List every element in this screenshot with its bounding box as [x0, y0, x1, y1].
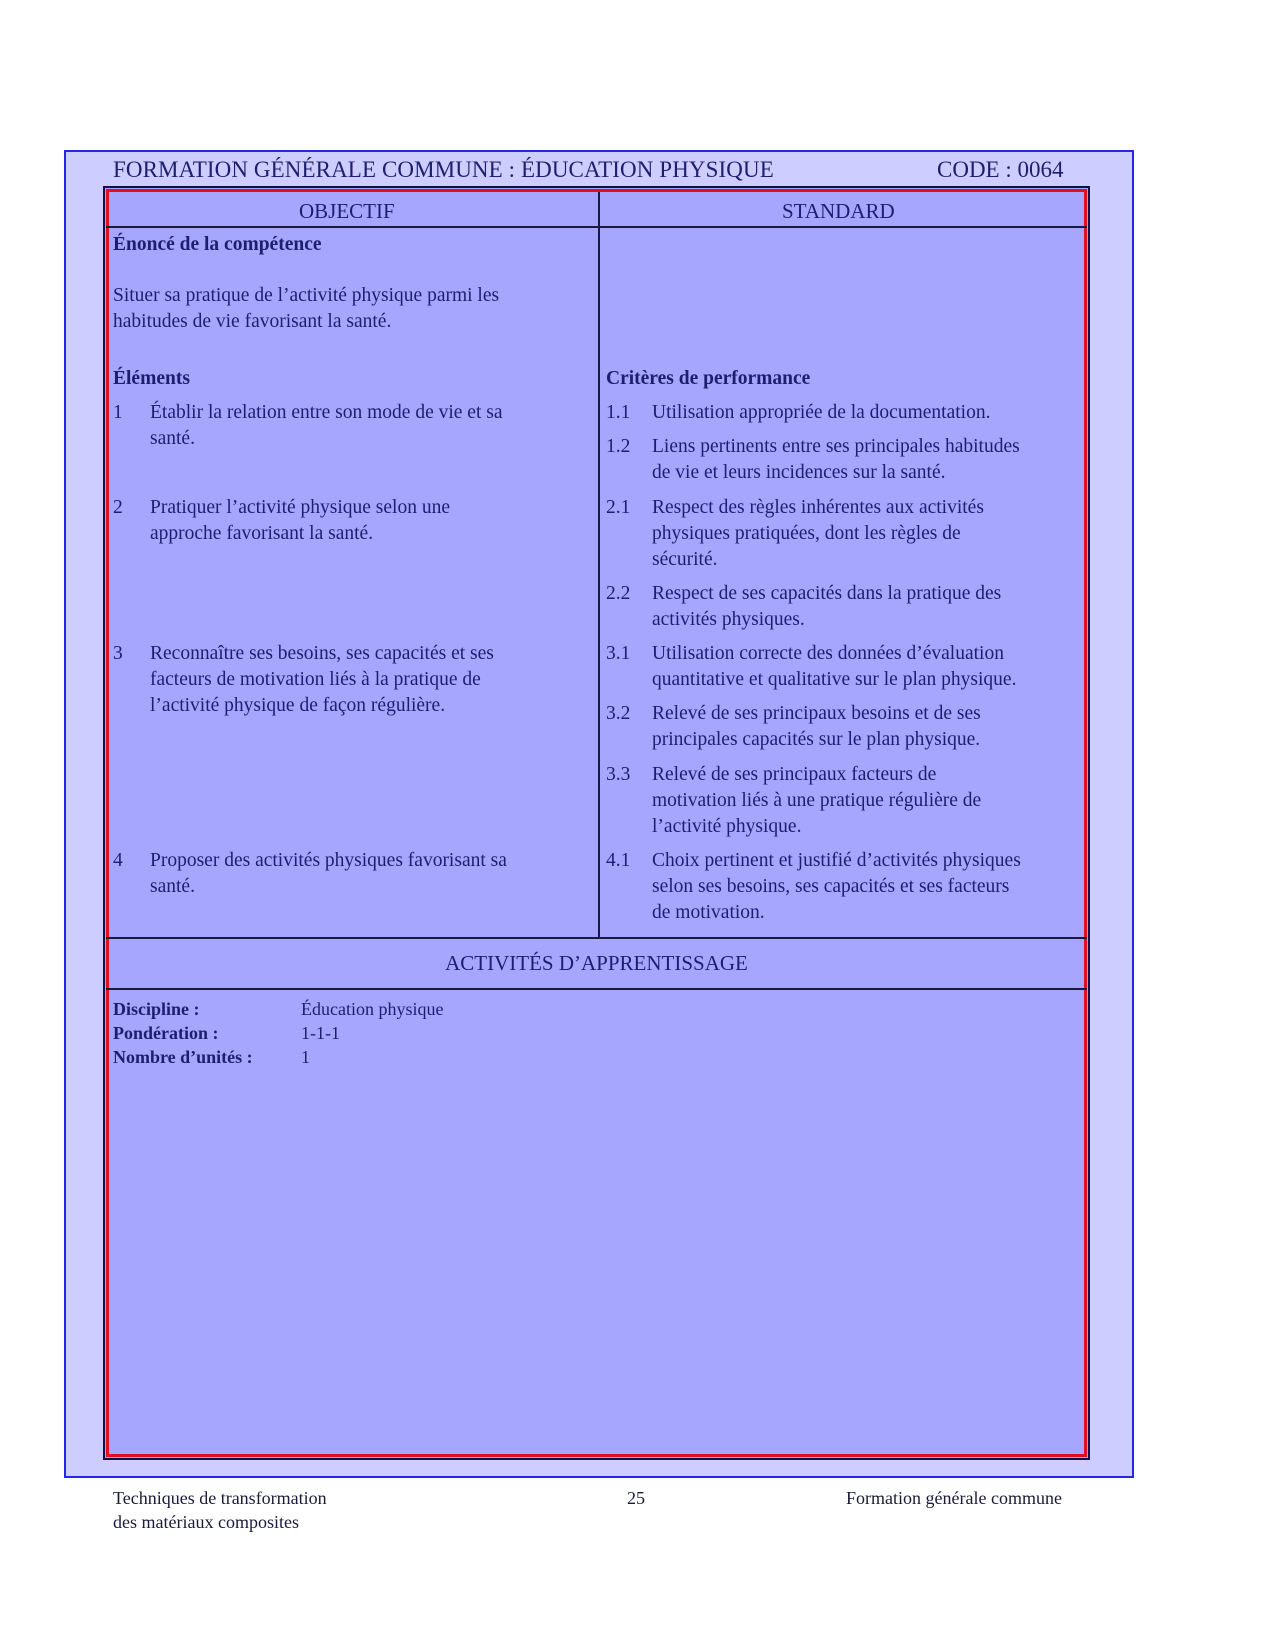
criterion-number: 1.2 — [606, 436, 631, 457]
criterion-number: 3.3 — [606, 764, 631, 785]
criterion-number: 3.1 — [606, 643, 631, 664]
criterion-text-line3: de motivation. — [652, 902, 765, 923]
criterion-text-line2: physiques pratiquées, dont les règles de — [652, 523, 961, 544]
criterion-text-line2: selon ses besoins, ses capacités et ses facteurs — [652, 876, 1010, 897]
units-value: 1 — [301, 1047, 310, 1067]
ponderation-label: Pondération : — [113, 1023, 219, 1043]
criterion-text-line1: Utilisation correcte des données d’évaluation — [652, 643, 1004, 664]
elements-heading: Éléments — [113, 368, 190, 389]
criterion-text-line1: Respect de ses capacités dans la pratique des — [652, 583, 1002, 604]
competence-text-line2: habitudes de vie favorisant la santé. — [113, 311, 392, 332]
units-label: Nombre d’unités : — [113, 1047, 253, 1067]
footer-program-line1: Techniques de transformation — [113, 1488, 327, 1508]
element-text-line2: santé. — [150, 428, 195, 449]
criterion-text-line3: l’activité physique. — [652, 816, 802, 837]
criterion-text-line3: sécurité. — [652, 549, 718, 570]
element-text-line3: l’activité physique de façon régulière. — [150, 695, 446, 716]
competence-heading: Énoncé de la compétence — [113, 234, 322, 255]
page-number: 25 — [627, 1488, 645, 1508]
course-code: CODE : 0064 — [937, 157, 1064, 182]
competency-table — [103, 186, 1090, 1460]
element-text-line1: Proposer des activités physiques favorisant sa — [150, 850, 507, 871]
criterion-number: 3.2 — [606, 703, 631, 724]
footer-section: Formation générale commune — [846, 1488, 1062, 1508]
element-text-line2: santé. — [150, 876, 195, 897]
column-divider — [598, 192, 600, 937]
column-header-objectif: OBJECTIF — [299, 199, 395, 223]
column-header-standard: STANDARD — [782, 199, 895, 223]
criterion-text-line2: principales capacités sur le plan physique. — [652, 729, 981, 750]
criterion-number: 2.1 — [606, 497, 631, 518]
criterion-text-line1: Respect des règles inhérentes aux activités — [652, 497, 984, 518]
discipline-label: Discipline : — [113, 999, 200, 1019]
criterion-text-line1: Choix pertinent et justifié d’activités physiques — [652, 850, 1021, 871]
element-text-line1: Établir la relation entre son mode de vie et sa — [150, 402, 503, 423]
element-number: 1 — [113, 402, 123, 423]
criterion-number: 2.2 — [606, 583, 631, 604]
criterion-text-line1: Relevé de ses principaux facteurs de — [652, 764, 937, 785]
activities-title: ACTIVITÉS D’APPRENTISSAGE — [445, 951, 748, 975]
element-number: 3 — [113, 643, 123, 664]
element-text-line2: approche favorisant la santé. — [150, 523, 374, 544]
criterion-text-line1: Utilisation appropriée de la documentation. — [652, 402, 991, 423]
footer-program-line2: des matériaux composites — [113, 1512, 299, 1532]
criterion-text-line2: motivation liés à une pratique régulière de — [652, 790, 982, 811]
element-number: 2 — [113, 497, 123, 518]
criterion-text-line2: de vie et leurs incidences sur la santé. — [652, 462, 946, 483]
activities-title-divider — [106, 988, 1087, 990]
element-text-line2: facteurs de motivation liés à la pratique de — [150, 669, 481, 690]
element-number: 4 — [113, 850, 123, 871]
criterion-number: 1.1 — [606, 402, 631, 423]
activities-top-divider — [106, 937, 1087, 939]
document-title: FORMATION GÉNÉRALE COMMUNE : ÉDUCATION PHYSIQUE — [113, 157, 774, 182]
criteria-heading: Critères de performance — [606, 368, 811, 389]
competence-text-line1: Situer sa pratique de l’activité physique parmi les — [113, 285, 500, 306]
element-text-line1: Reconnaître ses besoins, ses capacités et ses — [150, 643, 494, 664]
element-text-line1: Pratiquer l’activité physique selon une — [150, 497, 451, 518]
criterion-number: 4.1 — [606, 850, 631, 871]
header-row-divider — [106, 226, 1087, 228]
criterion-text-line1: Liens pertinents entre ses principales habitudes — [652, 436, 1020, 457]
ponderation-value: 1-1-1 — [301, 1023, 340, 1043]
criterion-text-line2: quantitative et qualitative sur le plan physique. — [652, 669, 1017, 690]
criterion-text-line1: Relevé de ses principaux besoins et de ses — [652, 703, 981, 724]
criterion-text-line2: activités physiques. — [652, 609, 805, 630]
discipline-value: Éducation physique — [301, 999, 444, 1019]
